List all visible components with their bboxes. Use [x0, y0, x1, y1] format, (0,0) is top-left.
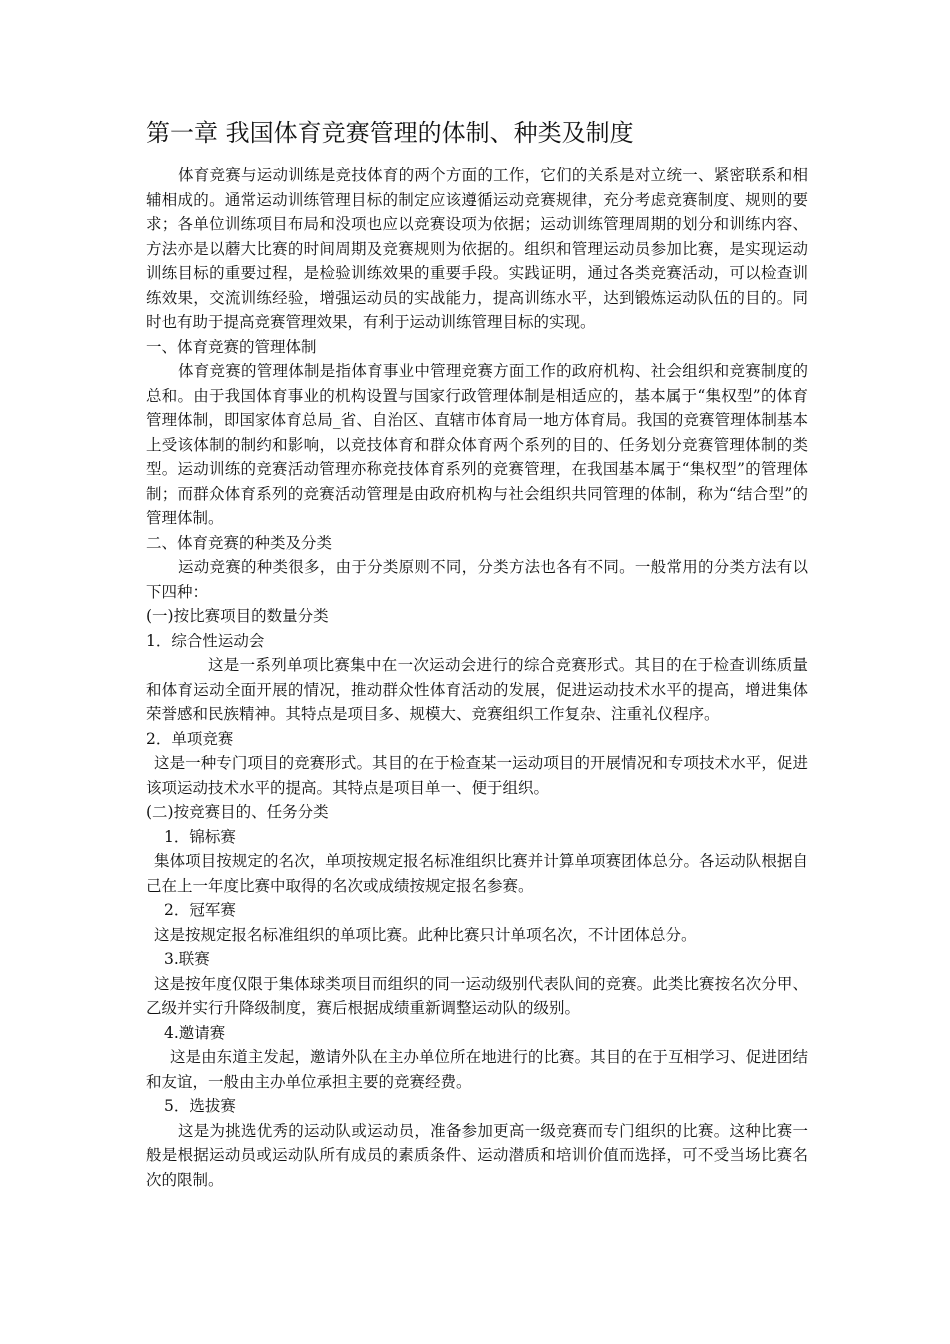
- championship-paragraph: 集体项目按规定的名次，单项按规定报名标准组织比赛并计算单项赛团体总分。各运动队根据自己在上一年度比赛中取得的名次或成绩按规定报名参赛。: [146, 852, 808, 895]
- types-paragraph: 运动竞赛的种类很多，由于分类原则不同，分类方法也各有不同。一般常用的分类方法有以下四种：: [146, 558, 808, 601]
- item-heading-single-event: 2．单项竞赛: [146, 729, 234, 748]
- single-event-paragraph: 这是一种专门项目的竞赛形式。其目的在于检查某一运动项目的开展情况和专项技术水平，促进该项运动技术水平的提高。其特点是项目单一、便于组织。: [146, 754, 808, 797]
- subsection-heading-by-purpose: (二)按竞赛目的、任务分类: [146, 803, 329, 821]
- intro-paragraph: 体育竞赛与运动训练是竞技体育的两个方面的工作，它们的关系是对立统一、紧密联系和相辅相成的。通常运动训练管理目标的制定应该遵循运动竞赛规律，充分考虑竞赛制度、规则的要求；各单位训练项目布局和没项也应以竞赛设项为依据；运动训练管理周期的划分和训练内容、方法亦是以蘑大比赛的时间周期及竞赛规则为依据的。组织和管理运动员参加比赛，是实现运动训练目标的重要过程，是检验训练效果的重要手段。实践证明，通过各类竞赛活动，可以检查训练效果，交流训练经验，增强运动员的实战能力，提高训练水平，达到锻炼运动队伍的目的。同时也有助于提高竞赛管理效果，有利于运动训练管理目标的实现。: [146, 166, 808, 331]
- item-heading-champion-race: 2．冠军赛: [164, 901, 236, 919]
- league-paragraph: 这是按年度仅限于集体球类项目而组织的同一运动级别代表队间的竞赛。此类比赛按名次分甲、乙级并实行升降级制度，赛后根据成绩重新调整运动队的级别。: [146, 974, 808, 1017]
- section-heading-management-system: 一、体育竞赛的管理体制: [146, 337, 317, 356]
- item-heading-league: 3.联赛: [164, 950, 210, 968]
- section-heading-types: 二、体育竞赛的种类及分类: [146, 533, 333, 552]
- item-heading-selection: 5．选拔赛: [164, 1097, 236, 1115]
- selection-paragraph: 这是为挑选优秀的运动队或运动员，准备参加更高一级竞赛而专门组织的比赛。这种比赛一般是根据运动员或运动队所有成员的素质条件、运动潜质和培训价值而选择，可不受当场比赛名次的限制。: [146, 1121, 808, 1189]
- management-system-paragraph: 体育竞赛的管理体制是指体育事业中管理竞赛方面工作的政府机构、社会组织和竞赛制度的总和。由于我国体育事业的机构设置与国家行政管理体制是相适应的，基本属于“集权型”的体育管理体制，即国家体育总局_省、自治区、直辖市体育局一地方体育局。我国的竞赛管理体制基本上受该体制的制约和影响，以竞技体育和群众体育两个系列的目的、任务划分竞赛管理体制的类型。运动训练的竞赛活动管理亦称竞技体育系列的竞赛管理，在我国基本属于“集权型”的管理体制；而群众体育系列的竞赛活动管理是由政府机构与社会组织共同管理的体制，称为“结合型”的管理体制。: [146, 362, 808, 527]
- chapter-title: 第一章 我国体育竞赛管理的体制、种类及制度: [146, 119, 634, 147]
- invitational-paragraph: 这是由东道主发起，邀请外队在主办单位所在地进行的比赛。其目的在于互相学习、促进团结和友谊，一般由主办单位承担主要的竞赛经费。: [146, 1048, 808, 1091]
- subsection-heading-by-count: (一)按比赛项目的数量分类: [146, 607, 329, 625]
- comprehensive-games-paragraph: 这是一系列单项比赛集中在一次运动会进行的综合竞赛形式。其目的在于检查训练质量和体育运动全面开展的情况，推动群众性体育活动的发展，促进运动技术水平的提高，增进集体荣誉感和民族精神。其特点是项目多、规模大、竞赛组织工作复杂、注重礼仪程序。: [146, 656, 808, 723]
- item-heading-comprehensive-games: 1．综合性运动会: [146, 631, 265, 650]
- champion-race-paragraph: 这是按规定报名标准组织的单项比赛。此种比赛只计单项名次，不计团体总分。: [154, 925, 697, 944]
- document-body: [146, 163, 808, 1192]
- item-heading-invitational: 4.邀请赛: [164, 1023, 226, 1042]
- item-heading-championship: 1．锦标赛: [164, 827, 236, 846]
